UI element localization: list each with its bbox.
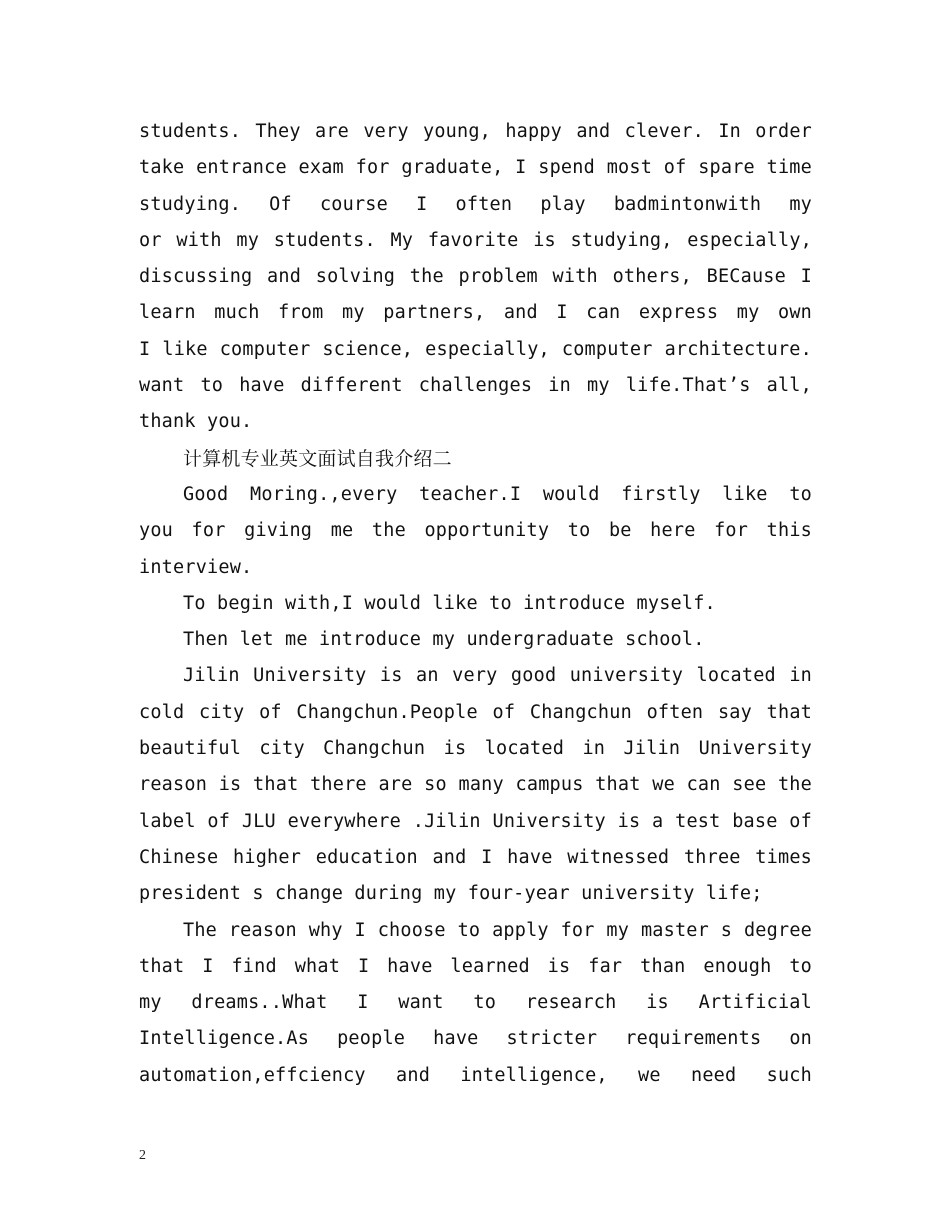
text-line: I like computer science, especially, computer architecture. <box>139 338 812 360</box>
text-line: studying. Of course I often play badmintonwith my <box>139 193 812 215</box>
text-line: Then let me introduce my undergraduate school. <box>183 629 705 651</box>
page-number: 2 <box>139 1148 146 1163</box>
text-line: interview. <box>139 556 253 578</box>
text-line: that I find what I have learned is far than enough to <box>139 955 812 977</box>
text-line: To begin with,I would like to introduce myself. <box>183 592 716 614</box>
text-line: Chinese higher education and I have witnessed three times <box>139 846 812 868</box>
text-line: Intelligence.As people have stricter requirements on <box>139 1028 812 1050</box>
text-line: learn much from my partners, and I can express my own <box>139 302 812 324</box>
section-heading: 计算机专业英文面试自我介绍二 <box>183 447 452 470</box>
text-line: thank you. <box>139 411 253 433</box>
text-line: or with my students. My favorite is studying, especially, <box>139 229 812 251</box>
text-line: discussing and solving the problem with others, BECause I <box>139 266 812 288</box>
text-line: take entrance exam for graduate, I spend most of spare time <box>139 157 812 179</box>
text-line: cold city of Changchun.People of Changchun often say that <box>139 701 812 723</box>
text-line: want to have different challenges in my life.That’s all, <box>139 375 812 397</box>
text-line: students. They are very young, happy and clever. In order <box>139 121 812 142</box>
text-line: you for giving me the opportunity to be here for this <box>139 520 812 542</box>
text-line: label of JLU everywhere .Jilin University is a test base of <box>139 810 812 832</box>
text-line: reason is that there are so many campus that we can see the <box>139 774 812 796</box>
text-line: Good Moring.,every teacher.I would firstly like to <box>183 483 812 505</box>
document-body <box>139 114 812 1094</box>
text-line: beautiful city Changchun is located in Jilin University <box>139 738 812 760</box>
text-line: my dreams..What I want to research is Artificial <box>139 992 812 1014</box>
text-line: Jilin University is an very good university located in <box>183 665 812 687</box>
text-line: The reason why I choose to apply for my master s degree <box>183 919 812 941</box>
text-line: president s change during my four-year university life; <box>139 883 763 905</box>
text-line: automation,effciency and intelligence, we need such <box>139 1064 812 1086</box>
